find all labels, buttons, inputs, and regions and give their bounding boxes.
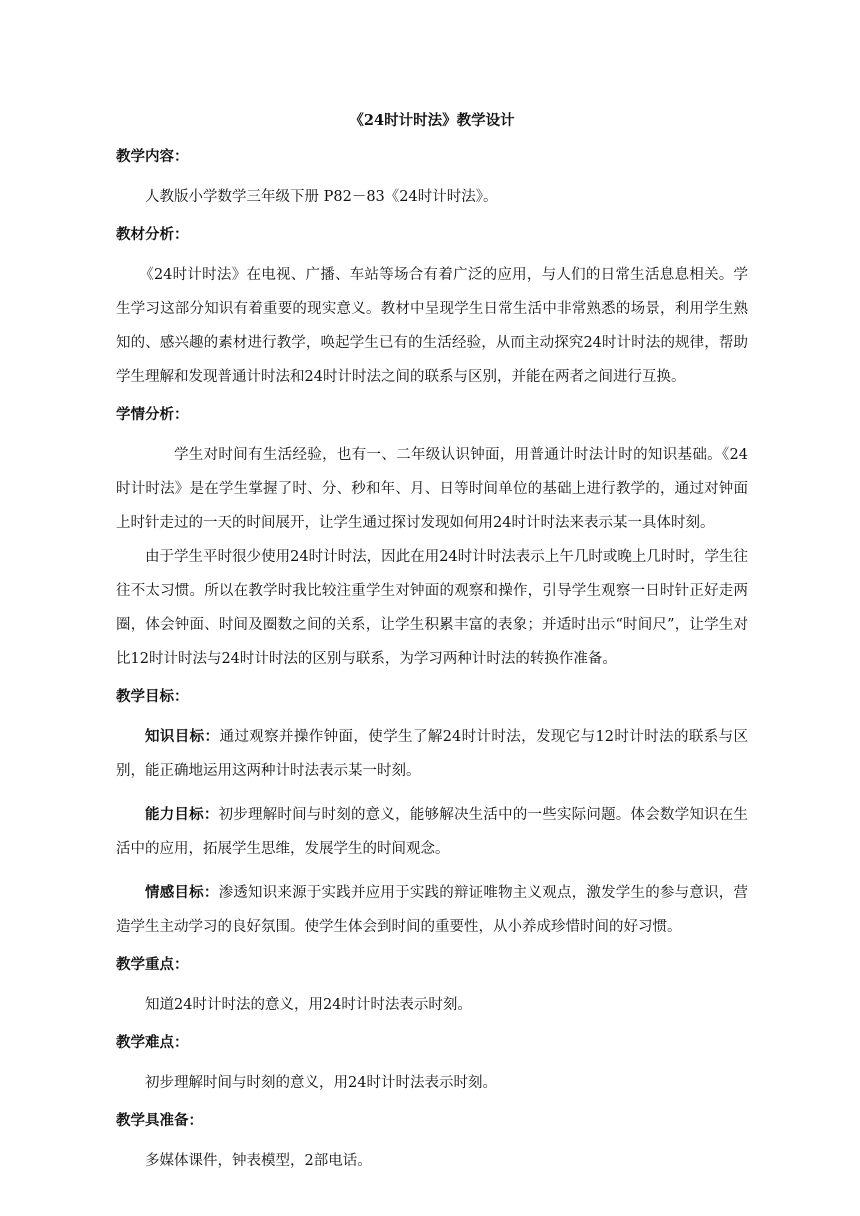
goal-knowledge (116, 720, 748, 788)
goal-knowledge-text: 通过观察并操作钟面，使学生了解24时计时法，发现它与12时计时法的联系与区别，能正确地运用这两种计时法表示某一时刻。 (116, 729, 748, 779)
students-text-2: 由于学生平时很少使用24时计时法，因此在用24时计时法表示上午几时或晚上几时时，学生往往不太习惯。所以在教学时我比较注重学生对钟面的观察和操作，引导学生观察一日时针正好走两圈，体会钟面、时间及圈数之间的关系，让学生积累丰富的表象；并适时出示“时间尺”，让学生对比12时计时法与24时计时法的区别与联系，为学习两种计时法的转换作准备。 (116, 549, 748, 667)
heading-material: 教材分析： (116, 226, 189, 243)
heading-goals: 教学目标： (116, 688, 189, 705)
goal-ability-label: 能力目标： (145, 806, 219, 823)
material-text: 《24时计时法》在电视、广播、车站等场合有着广泛的应用，与人们的日常生活息息相关。学生学习这部分知识有着重要的现实意义。教材中呈现学生日常生活中非常熟悉的场景，利用学生熟知的、感兴趣的素材进行教学，唤起学生已有的生活经验，从而主动探究24时计时法的规律，帮助学生理解和发现普通计时法和24时计时法之间的联系与区别，并能在两者之间进行互换。 (116, 267, 748, 385)
heading-key: 教学重点： (116, 956, 189, 973)
difficulty-text: 初步理解时间与时刻的意义，用24时计时法表示时刻。 (145, 1075, 497, 1091)
heading-prep: 教学具准备： (116, 1112, 203, 1129)
goal-emotion-label: 情感目标： (145, 884, 219, 901)
goal-emotion (116, 876, 748, 944)
heading-students: 学情分析： (116, 406, 189, 423)
heading-content: 教学内容： (116, 148, 189, 165)
document-title: 《24时计时法》教学设计 (349, 112, 515, 129)
goal-knowledge-label: 知识目标： (145, 728, 220, 745)
key-text: 知道24时计时法的意义，用24时计时法表示时刻。 (145, 997, 472, 1013)
prep-text: 多媒体课件，钟表模型，2部电话。 (145, 1153, 372, 1169)
goal-emotion-text: 渗透知识来源于实践并应用于实践的辩证唯物主义观点，激发学生的参与意识，营造学生主动学习的良好氛围。使学生体会到时间的重要性，从小养成珍惜时间的好习惯。 (116, 885, 748, 935)
goal-ability (116, 798, 748, 866)
goal-ability-text: 初步理解时间与时刻的意义，能够解决生活中的一些实际问题。体会数学知识在生活中的应用，拓展学生思维，发展学生的时间观念。 (116, 807, 748, 857)
document-page (116, 110, 748, 1188)
students-text-1: 学生对时间有生活经验，也有一、二年级认识钟面，用普通计时法计时的知识基础。《24时计时法》是在学生掌握了时、分、秒和年、月、日等时间单位的基础上进行教学的，通过对钟面上时针走过的一天的时间展开，让学生通过探讨发现如何用24时计时法来表示某一具体时刻。 (116, 447, 748, 531)
heading-difficulty: 教学难点： (116, 1034, 189, 1051)
content-text: 人教版小学数学三年级下册 P82－83《24时计时法》。 (145, 189, 498, 205)
